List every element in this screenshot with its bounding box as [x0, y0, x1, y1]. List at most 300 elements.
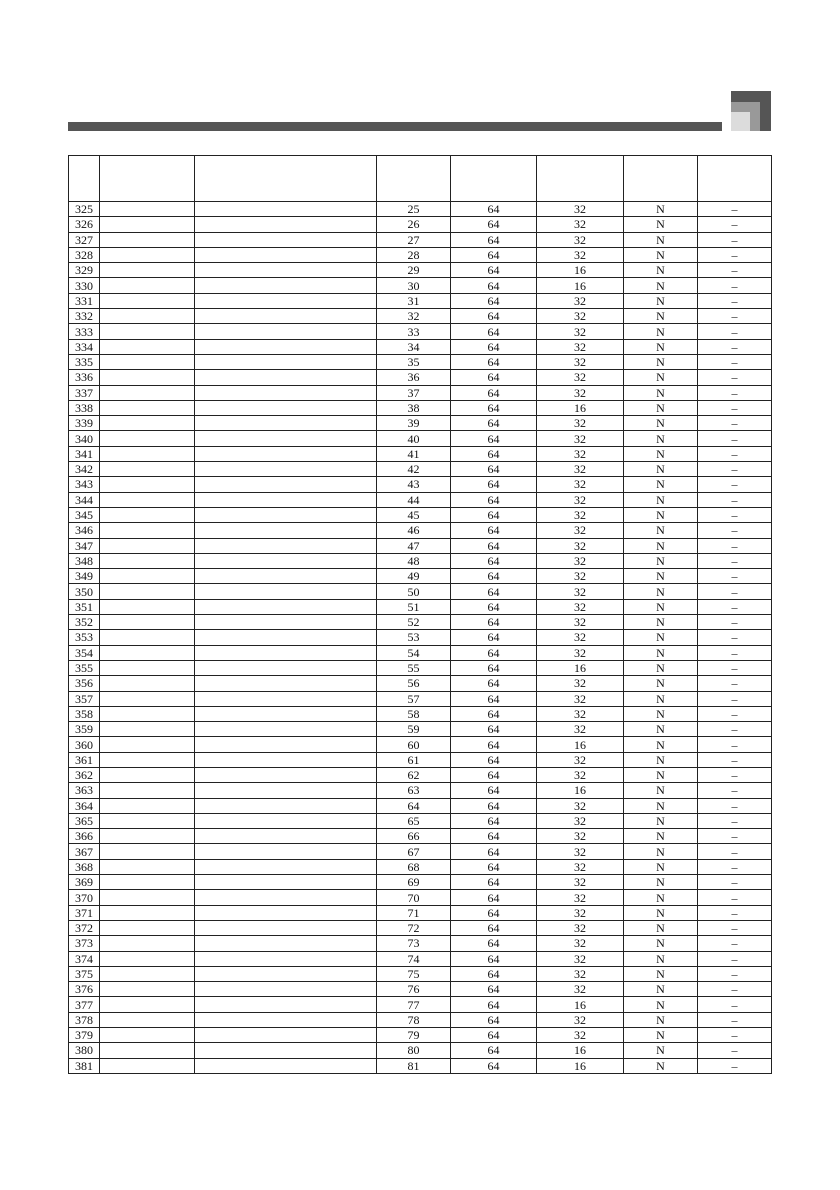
row-program: 52	[377, 615, 451, 630]
row-extra: –	[698, 538, 772, 553]
row-program: 74	[377, 951, 451, 966]
table-row	[69, 400, 772, 415]
row-bank: 64	[451, 492, 537, 507]
table-row	[69, 920, 772, 935]
row-name-b	[195, 385, 377, 400]
row-bank: 64	[451, 1028, 537, 1043]
table-row	[69, 309, 772, 324]
row-bank: 64	[451, 905, 537, 920]
row-name-b	[195, 599, 377, 614]
row-name-b	[195, 446, 377, 461]
row-name-a	[100, 370, 195, 385]
row-number: 380	[69, 1043, 100, 1058]
row-polyphony: 32	[537, 462, 624, 477]
table-row	[69, 538, 772, 553]
row-name-b	[195, 354, 377, 369]
row-extra: –	[698, 232, 772, 247]
row-name-b	[195, 477, 377, 492]
row-polyphony: 32	[537, 966, 624, 981]
row-bank: 64	[451, 982, 537, 997]
row-name-b	[195, 1058, 377, 1073]
row-name-a	[100, 813, 195, 828]
table-row	[69, 324, 772, 339]
row-name-b	[195, 982, 377, 997]
row-bank: 64	[451, 813, 537, 828]
table-row	[69, 339, 772, 354]
table-row	[69, 523, 772, 538]
row-polyphony: 32	[537, 538, 624, 553]
row-program: 44	[377, 492, 451, 507]
row-name-a	[100, 630, 195, 645]
table-row	[69, 890, 772, 905]
row-extra: –	[698, 691, 772, 706]
row-polyphony: 32	[537, 875, 624, 890]
table-row	[69, 247, 772, 262]
row-polyphony: 16	[537, 263, 624, 278]
row-flag: N	[624, 599, 698, 614]
row-extra: –	[698, 1058, 772, 1073]
row-name-b	[195, 660, 377, 675]
row-polyphony: 32	[537, 477, 624, 492]
header-row	[69, 156, 772, 202]
row-name-a	[100, 783, 195, 798]
row-extra: –	[698, 202, 772, 217]
row-polyphony: 32	[537, 890, 624, 905]
row-name-a	[100, 293, 195, 308]
row-extra: –	[698, 400, 772, 415]
row-number: 375	[69, 966, 100, 981]
row-name-a	[100, 767, 195, 782]
row-bank: 64	[451, 936, 537, 951]
row-program: 75	[377, 966, 451, 981]
row-polyphony: 32	[537, 1028, 624, 1043]
row-program: 56	[377, 676, 451, 691]
row-program: 54	[377, 645, 451, 660]
row-number: 339	[69, 416, 100, 431]
row-name-b	[195, 309, 377, 324]
row-extra: –	[698, 982, 772, 997]
row-name-a	[100, 538, 195, 553]
row-extra: –	[698, 462, 772, 477]
row-polyphony: 32	[537, 232, 624, 247]
row-number: 345	[69, 507, 100, 522]
row-polyphony: 16	[537, 660, 624, 675]
row-number: 364	[69, 798, 100, 813]
row-program: 73	[377, 936, 451, 951]
row-flag: N	[624, 982, 698, 997]
row-program: 51	[377, 599, 451, 614]
row-name-b	[195, 813, 377, 828]
row-name-a	[100, 875, 195, 890]
row-flag: N	[624, 354, 698, 369]
table-row	[69, 691, 772, 706]
row-name-b	[195, 1028, 377, 1043]
row-bank: 64	[451, 997, 537, 1012]
table-row	[69, 859, 772, 874]
row-extra: –	[698, 997, 772, 1012]
table-row	[69, 354, 772, 369]
table-row	[69, 767, 772, 782]
row-program: 58	[377, 706, 451, 721]
table-row	[69, 569, 772, 584]
row-flag: N	[624, 278, 698, 293]
row-name-b	[195, 278, 377, 293]
row-flag: N	[624, 905, 698, 920]
row-number: 373	[69, 936, 100, 951]
row-extra: –	[698, 523, 772, 538]
row-flag: N	[624, 1028, 698, 1043]
row-program: 35	[377, 354, 451, 369]
row-extra: –	[698, 660, 772, 675]
row-number: 362	[69, 767, 100, 782]
row-program: 71	[377, 905, 451, 920]
table-row	[69, 645, 772, 660]
row-name-a	[100, 691, 195, 706]
row-bank: 64	[451, 446, 537, 461]
row-number: 333	[69, 324, 100, 339]
row-name-b	[195, 798, 377, 813]
row-bank: 64	[451, 324, 537, 339]
header-cell-extra	[698, 156, 772, 202]
header-cell-name-b	[195, 156, 377, 202]
row-extra: –	[698, 890, 772, 905]
row-bank: 64	[451, 1012, 537, 1027]
row-extra: –	[698, 263, 772, 278]
row-extra: –	[698, 767, 772, 782]
row-flag: N	[624, 385, 698, 400]
row-flag: N	[624, 523, 698, 538]
row-polyphony: 32	[537, 523, 624, 538]
row-name-a	[100, 492, 195, 507]
table-row	[69, 783, 772, 798]
row-name-a	[100, 569, 195, 584]
row-program: 60	[377, 737, 451, 752]
row-name-b	[195, 569, 377, 584]
row-name-a	[100, 278, 195, 293]
row-program: 81	[377, 1058, 451, 1073]
row-polyphony: 32	[537, 492, 624, 507]
row-bank: 64	[451, 431, 537, 446]
row-number: 363	[69, 783, 100, 798]
row-name-a	[100, 722, 195, 737]
row-number: 366	[69, 829, 100, 844]
row-name-b	[195, 966, 377, 981]
row-polyphony: 32	[537, 446, 624, 461]
row-name-b	[195, 538, 377, 553]
table-row	[69, 997, 772, 1012]
row-name-a	[100, 1012, 195, 1027]
row-bank: 64	[451, 676, 537, 691]
table-row	[69, 293, 772, 308]
row-bank: 64	[451, 737, 537, 752]
row-name-b	[195, 722, 377, 737]
table-row	[69, 660, 772, 675]
row-flag: N	[624, 293, 698, 308]
row-bank: 64	[451, 615, 537, 630]
row-polyphony: 32	[537, 767, 624, 782]
row-bank: 64	[451, 553, 537, 568]
row-bank: 64	[451, 584, 537, 599]
row-name-a	[100, 829, 195, 844]
row-program: 47	[377, 538, 451, 553]
table-row	[69, 553, 772, 568]
row-number: 372	[69, 920, 100, 935]
row-flag: N	[624, 875, 698, 890]
row-extra: –	[698, 752, 772, 767]
table-row	[69, 966, 772, 981]
row-number: 359	[69, 722, 100, 737]
row-name-b	[195, 905, 377, 920]
row-bank: 64	[451, 217, 537, 232]
row-bank: 64	[451, 752, 537, 767]
row-name-a	[100, 446, 195, 461]
row-number: 340	[69, 431, 100, 446]
row-bank: 64	[451, 400, 537, 415]
row-polyphony: 32	[537, 507, 624, 522]
row-flag: N	[624, 1043, 698, 1058]
row-program: 68	[377, 859, 451, 874]
header-rule	[68, 122, 722, 131]
row-number: 355	[69, 660, 100, 675]
row-program: 64	[377, 798, 451, 813]
row-number: 325	[69, 202, 100, 217]
row-name-b	[195, 1043, 377, 1058]
row-program: 55	[377, 660, 451, 675]
row-name-a	[100, 553, 195, 568]
row-flag: N	[624, 829, 698, 844]
row-name-a	[100, 920, 195, 935]
row-extra: –	[698, 859, 772, 874]
row-polyphony: 32	[537, 584, 624, 599]
row-program: 48	[377, 553, 451, 568]
row-name-a	[100, 339, 195, 354]
row-number: 370	[69, 890, 100, 905]
row-name-a	[100, 798, 195, 813]
row-number: 342	[69, 462, 100, 477]
row-name-b	[195, 630, 377, 645]
row-polyphony: 32	[537, 752, 624, 767]
row-bank: 64	[451, 263, 537, 278]
row-name-a	[100, 324, 195, 339]
row-program: 53	[377, 630, 451, 645]
row-flag: N	[624, 584, 698, 599]
table-row	[69, 492, 772, 507]
row-name-a	[100, 599, 195, 614]
row-number: 347	[69, 538, 100, 553]
row-bank: 64	[451, 1043, 537, 1058]
row-number: 371	[69, 905, 100, 920]
row-number: 381	[69, 1058, 100, 1073]
row-polyphony: 32	[537, 798, 624, 813]
row-bank: 64	[451, 630, 537, 645]
row-program: 50	[377, 584, 451, 599]
row-name-b	[195, 691, 377, 706]
table-row	[69, 676, 772, 691]
row-program: 80	[377, 1043, 451, 1058]
table-row	[69, 599, 772, 614]
row-polyphony: 32	[537, 309, 624, 324]
row-flag: N	[624, 446, 698, 461]
row-flag: N	[624, 1012, 698, 1027]
row-polyphony: 32	[537, 936, 624, 951]
row-number: 374	[69, 951, 100, 966]
row-name-a	[100, 232, 195, 247]
row-name-b	[195, 370, 377, 385]
row-program: 45	[377, 507, 451, 522]
row-extra: –	[698, 875, 772, 890]
row-polyphony: 32	[537, 615, 624, 630]
row-flag: N	[624, 859, 698, 874]
row-name-b	[195, 829, 377, 844]
row-name-a	[100, 400, 195, 415]
row-extra: –	[698, 813, 772, 828]
table-row	[69, 1012, 772, 1027]
row-extra: –	[698, 920, 772, 935]
row-flag: N	[624, 890, 698, 905]
row-program: 49	[377, 569, 451, 584]
row-name-a	[100, 385, 195, 400]
row-name-a	[100, 1043, 195, 1058]
row-name-b	[195, 875, 377, 890]
row-name-a	[100, 309, 195, 324]
row-bank: 64	[451, 798, 537, 813]
row-flag: N	[624, 538, 698, 553]
row-bank: 64	[451, 523, 537, 538]
row-name-b	[195, 920, 377, 935]
row-extra: –	[698, 278, 772, 293]
row-flag: N	[624, 202, 698, 217]
row-flag: N	[624, 569, 698, 584]
row-number: 338	[69, 400, 100, 415]
row-extra: –	[698, 1012, 772, 1027]
row-extra: –	[698, 446, 772, 461]
table-row	[69, 951, 772, 966]
table-row	[69, 263, 772, 278]
row-name-b	[195, 752, 377, 767]
row-flag: N	[624, 431, 698, 446]
header-cell-number	[69, 156, 100, 202]
row-flag: N	[624, 966, 698, 981]
row-bank: 64	[451, 507, 537, 522]
table-row	[69, 217, 772, 232]
row-bank: 64	[451, 1058, 537, 1073]
row-polyphony: 32	[537, 630, 624, 645]
row-number: 349	[69, 569, 100, 584]
row-program: 69	[377, 875, 451, 890]
row-bank: 64	[451, 462, 537, 477]
row-number: 356	[69, 676, 100, 691]
row-extra: –	[698, 615, 772, 630]
row-flag: N	[624, 920, 698, 935]
row-polyphony: 32	[537, 982, 624, 997]
row-polyphony: 32	[537, 324, 624, 339]
row-extra: –	[698, 507, 772, 522]
table-body	[69, 202, 772, 1074]
row-program: 61	[377, 752, 451, 767]
row-number: 378	[69, 1012, 100, 1027]
row-bank: 64	[451, 722, 537, 737]
row-bank: 64	[451, 706, 537, 721]
table-row	[69, 462, 772, 477]
row-program: 76	[377, 982, 451, 997]
row-polyphony: 32	[537, 217, 624, 232]
table-row	[69, 752, 772, 767]
row-name-a	[100, 676, 195, 691]
row-flag: N	[624, 232, 698, 247]
table-row	[69, 829, 772, 844]
row-flag: N	[624, 676, 698, 691]
row-bank: 64	[451, 293, 537, 308]
row-program: 31	[377, 293, 451, 308]
row-flag: N	[624, 660, 698, 675]
row-extra: –	[698, 354, 772, 369]
row-name-a	[100, 936, 195, 951]
row-polyphony: 16	[537, 1043, 624, 1058]
row-polyphony: 32	[537, 920, 624, 935]
row-name-b	[195, 293, 377, 308]
row-number: 351	[69, 599, 100, 614]
row-extra: –	[698, 492, 772, 507]
row-polyphony: 32	[537, 951, 624, 966]
row-extra: –	[698, 477, 772, 492]
table-row	[69, 1028, 772, 1043]
row-bank: 64	[451, 783, 537, 798]
row-number: 354	[69, 645, 100, 660]
row-polyphony: 32	[537, 599, 624, 614]
row-number: 327	[69, 232, 100, 247]
row-name-a	[100, 752, 195, 767]
row-extra: –	[698, 1043, 772, 1058]
row-bank: 64	[451, 278, 537, 293]
row-polyphony: 32	[537, 829, 624, 844]
row-bank: 64	[451, 875, 537, 890]
row-flag: N	[624, 1058, 698, 1073]
row-program: 59	[377, 722, 451, 737]
header-cell-polyphony	[537, 156, 624, 202]
row-name-a	[100, 477, 195, 492]
row-flag: N	[624, 370, 698, 385]
row-extra: –	[698, 722, 772, 737]
row-name-b	[195, 217, 377, 232]
row-extra: –	[698, 385, 772, 400]
row-program: 66	[377, 829, 451, 844]
row-flag: N	[624, 553, 698, 568]
row-extra: –	[698, 630, 772, 645]
row-program: 40	[377, 431, 451, 446]
row-program: 79	[377, 1028, 451, 1043]
header-cell-flag	[624, 156, 698, 202]
row-name-a	[100, 997, 195, 1012]
table-row	[69, 798, 772, 813]
row-extra: –	[698, 829, 772, 844]
header-cell-bank	[451, 156, 537, 202]
row-flag: N	[624, 630, 698, 645]
table-row	[69, 477, 772, 492]
table-row	[69, 431, 772, 446]
row-polyphony: 32	[537, 859, 624, 874]
row-flag: N	[624, 477, 698, 492]
row-number: 357	[69, 691, 100, 706]
row-flag: N	[624, 416, 698, 431]
row-polyphony: 16	[537, 278, 624, 293]
header-cell-name-a	[100, 156, 195, 202]
row-name-a	[100, 615, 195, 630]
row-extra: –	[698, 370, 772, 385]
row-name-a	[100, 507, 195, 522]
row-name-b	[195, 783, 377, 798]
row-extra: –	[698, 553, 772, 568]
table-row	[69, 232, 772, 247]
